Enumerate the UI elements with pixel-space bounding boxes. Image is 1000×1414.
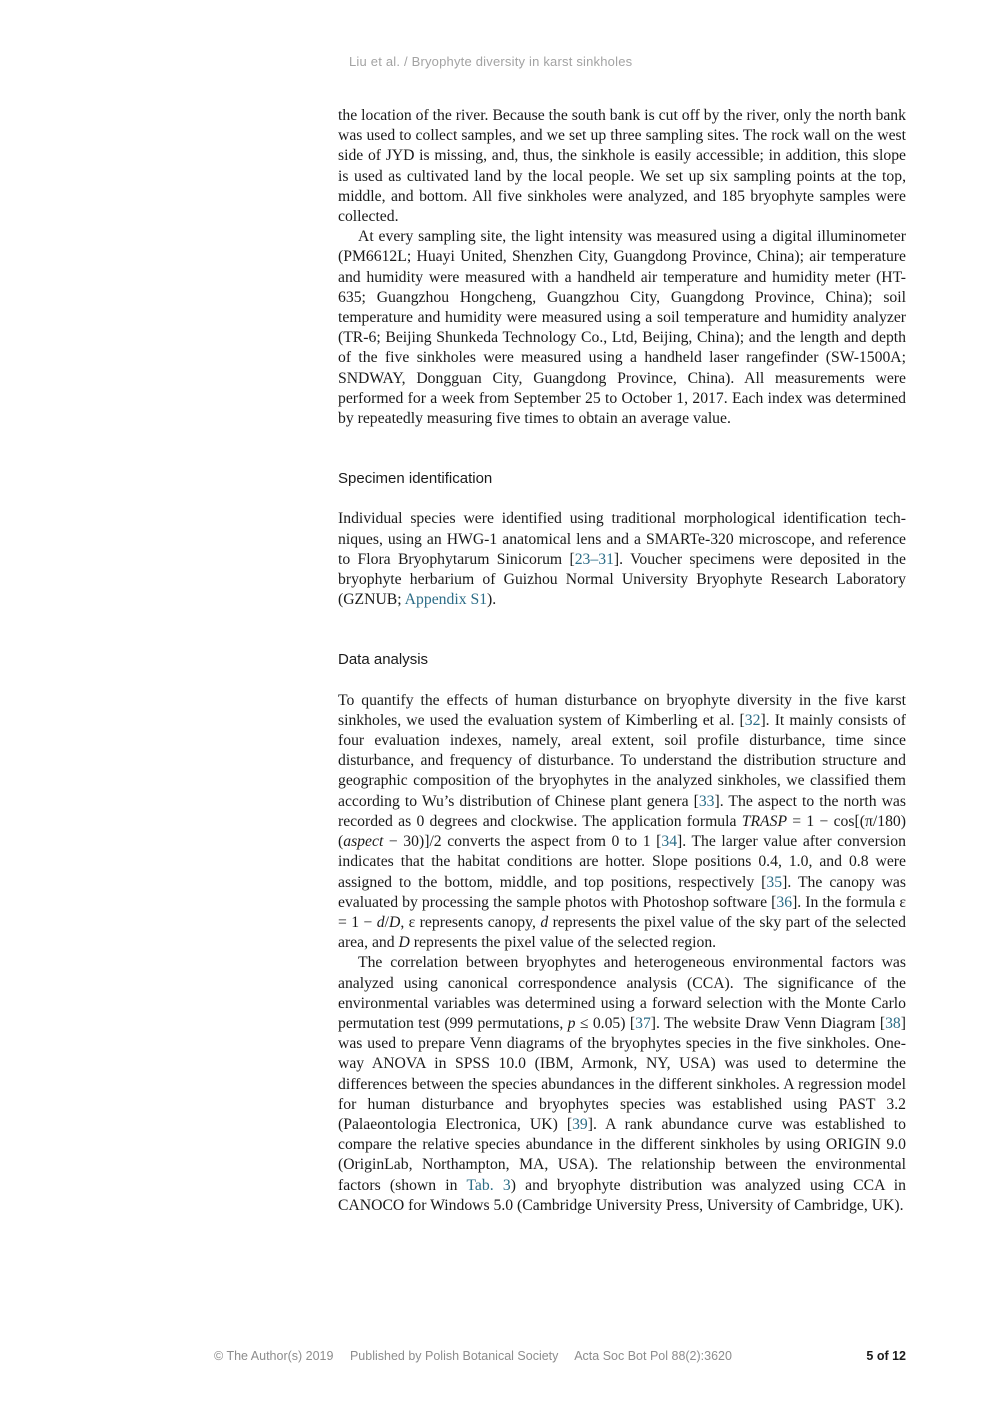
citation-link-23-31[interactable]: 23–31 [574,550,614,568]
footer-copyright: © The Author(s) 2019 [214,1349,334,1363]
paragraph-measurements: At every sampling site, the light intensity was measured using a digital illuminometer (PM6612L; Huayi United, Shenzhen City, Guangdong Province, China); air temperature and humidity were measured with a handheld air temperature and humidity meter (HT-635; Guangzhou Hongcheng, Guangzhou City, Guangdong Province, China); soil temperature and humidity were measured using a soil temperature and humidity analyzer (TR-6; Beijing Shunkeda Technology Co., Ltd, Beijing, China); and the length and depth of the five sinkholes were measured using a handheld laser rangefinder (SW-1500A; SNDWAY, Dongguan City, Guangdong Province, China). All measurements were performed for a week from September 25 to October 1, 2017. Each index was determined by repeatedly measuring five times to obtain an average value. [338,228,906,428]
citation-link-36[interactable]: 36 [776,893,793,911]
citation-link-37[interactable]: 37 [635,1014,651,1032]
running-header: Liu et al. / Bryophyte diversity in karst sinkholes [349,54,633,69]
paragraph-data-analysis-2: The correlation between bryophytes and heterogeneous environmental factors was analyzed using canonical correspondence analysis (CCA). The significance of the environmental variables was determined using a forward selection with the Monte Carlo permutation test (999 permutations, p ≤ 0.05) [37]. The website Draw Venn Diagram [38] was used to prepare Venn diagrams of the bryophytes species in the five sinkholes. One-way ANOVA in SPSS 10.0 (IBM, Armonk, NY, USA) was used to determine the differences between the species abundances in the different sinkholes. A regression model for human disturbance and bryophytes species was established using PAST 3.2 (Palaeontologia Electronica, UK) [39]. A rank abundance curve was established to compare the relative species abundance in the different sinkholes by using ORIGIN 9.0 (OriginLab, Northampton, MA, USA). The relationship between the environmental factors (shown in Tab. 3) and bryophyte distribution was analyzed using CCA in CANOCO for Windows 5.0 (Cambridge University Press, University of Cambridge, UK). [338,954,906,1214]
page-footer [214,1349,906,1363]
citation-link-35[interactable]: 35 [766,873,783,891]
citation-link-33[interactable]: 33 [698,792,715,810]
paragraph-specimen-identification: Individual species were identified using traditional morphological identification techniques, using an HWG-1 anatomical lens and a SMARTe-320 microscope, and reference to Flora Bryophytarum Sinicorum [23–31]. Voucher specimens were deposited in the bryophyte herbarium of Guizhou Normal University Bryophyte Research Laboratory (GZNUB; Appendix S1). [338,510,906,609]
article-body [338,106,906,1216]
citation-link-38[interactable]: 38 [885,1014,901,1032]
citation-link-34[interactable]: 34 [661,833,678,851]
section-heading-specimen-identification: Specimen identification [338,470,493,488]
paragraph-data-analysis-1: To quantify the effects of human disturbance on bryophyte diversity in the five karst sinkholes, we used the evaluation system of Kimberling et al. [32]. It mainly consists of four evaluation indexes, namely, areal extent, soil profile disturbance, time since disturbance, and frequency of disturbance. To understand the distribution structure and geographic composition of the bryophytes in the analyzed sinkholes, we classified them according to Wu’s distribution of Chinese plant genera [33]. The aspect to the north was recorded as 0 degrees and clockwise. The application formula TRASP = 1 − cos[(π/180)(aspect − 30)]/2 converts the aspect from 0 to 1 [34]. The larger value after conversion indicates that the habitat conditions are hotter. Slope positions 0.4, 1.0, and 0.8 were assigned to the bottom, middle, and top positions, respectively [35]. The canopy was evaluated by processing the sample photos with Photoshop software [36]. In the formula ε = 1 − d/D, ε represents canopy, d represents the pixel value of the sky part of the selected area, and D represents the pixel value of the selected region. [338,691,906,952]
page-number: 5 of 12 [866,1349,906,1363]
table-3-link[interactable]: Tab. 3 [466,1176,511,1194]
appendix-s1-link[interactable]: Appendix S1 [404,591,488,609]
citation-link-39[interactable]: 39 [572,1115,588,1133]
citation-link-32[interactable]: 32 [744,711,761,729]
section-heading-data-analysis: Data analysis [338,651,429,669]
footer-citation: Acta Soc Bot Pol 88(2):3620 [574,1349,732,1363]
paragraph-sampling-sites: the location of the river. Because the south bank is cut off by the river, only the north bank was used to collect samples, and we set up three sampling sites. The rock wall on the west side of JYD is missing, and, thus, the sinkhole is easily accessible; in addition, this slope is used as cultivated land by the local people. We set up six sampling points at the top, middle, and bottom. All five sinkholes were analyzed, and 185 bryophyte samples were collected. [338,107,906,226]
footer-publisher: Published by Polish Botanical Society [349,1349,559,1363]
